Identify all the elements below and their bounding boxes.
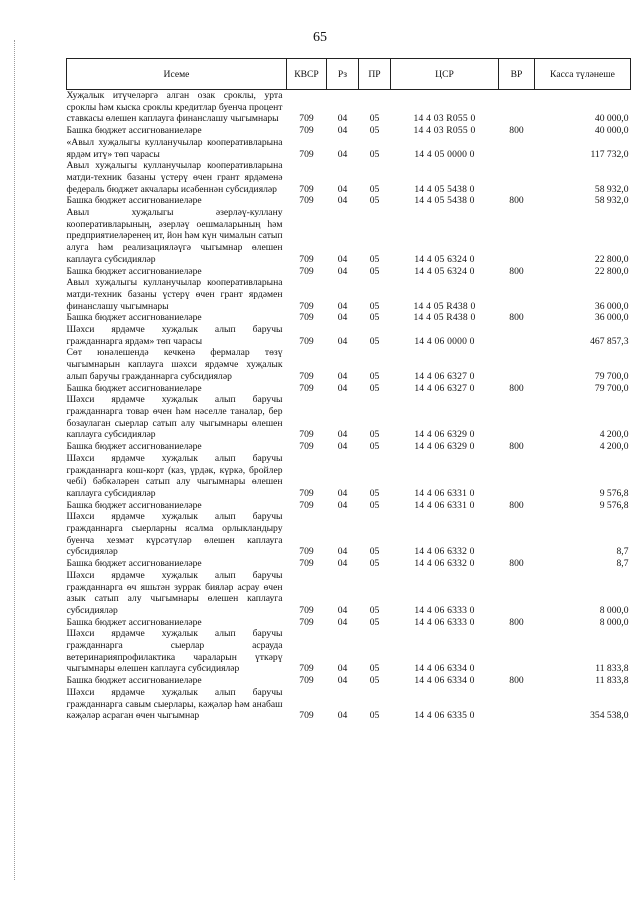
- cell-pr: 05: [369, 148, 380, 160]
- cell-name: Шәхси ярдәмче хуҗалык алып баручы гражданнарга сыерларны ясалма орлыкландыру буенча хезмәт күрсәтүләр өлешен каплауга субсидияләр: [66, 511, 283, 558]
- cell-kassa: 79 700,0: [594, 370, 629, 382]
- cell-rz: 04: [337, 113, 348, 125]
- cell-pr: 05: [369, 300, 380, 312]
- cell-vr: 800: [509, 675, 524, 687]
- cell-rz: 04: [337, 125, 348, 137]
- cell-kassa: 79 700,0: [594, 382, 629, 394]
- cell-rz: 04: [337, 604, 348, 616]
- cell-kvsr: 709: [299, 546, 314, 558]
- table-row: [67, 312, 631, 324]
- cell-kvsr: 709: [299, 335, 314, 347]
- cell-rz: 04: [337, 616, 348, 628]
- cell-csr: 14 4 06 6333 0: [414, 604, 475, 616]
- table-row: [67, 687, 631, 722]
- cell-kvsr: 709: [299, 499, 314, 511]
- cell-csr: 14 4 06 6327 0: [414, 370, 475, 382]
- cell-name: Сөт юнәлешендә кечкенә фермалар төзү чыгымнарын каплауга шәхси ярдәмче хуҗалык алып баручы гражданнарга субсидияләр: [66, 347, 283, 382]
- cell-vr: [499, 137, 535, 160]
- cell-csr: 14 4 06 6334 0: [414, 663, 475, 675]
- cell-kassa: 8 000,0: [599, 604, 629, 616]
- header-kvsr: КВСР: [287, 59, 327, 90]
- cell-kassa: 36 000,0: [594, 312, 629, 324]
- cell-rz: 04: [337, 499, 348, 511]
- cell-kvsr: 709: [299, 125, 314, 137]
- cell-kvsr: 709: [299, 265, 314, 277]
- table-row: [67, 207, 631, 266]
- table-row: [67, 628, 631, 675]
- cell-kvsr: 709: [299, 113, 314, 125]
- cell-kvsr: 709: [299, 429, 314, 441]
- cell-pr: 05: [369, 487, 380, 499]
- cell-pr: 05: [369, 265, 380, 277]
- cell-csr: 14 4 05 0000 0: [414, 148, 475, 160]
- cell-kassa: 117 732,0: [590, 148, 629, 160]
- cell-kvsr: 709: [299, 300, 314, 312]
- cell-kvsr: 709: [299, 253, 314, 265]
- cell-csr: 14 4 06 6327 0: [414, 382, 475, 394]
- cell-kassa: 8 000,0: [599, 616, 629, 628]
- cell-rz: 04: [337, 265, 348, 277]
- cell-vr: 800: [509, 195, 524, 207]
- cell-kvsr: 709: [299, 604, 314, 616]
- cell-kvsr: 709: [299, 312, 314, 324]
- cell-csr: 14 4 05 R438 0: [413, 312, 476, 324]
- cell-vr: [499, 160, 535, 195]
- cell-name: Башка бюджет ассигнованиеләре: [66, 195, 202, 207]
- cell-pr: 05: [369, 710, 380, 722]
- cell-csr: 14 4 06 6332 0: [414, 546, 475, 558]
- table-row: [67, 383, 631, 395]
- header-pr: ПР: [359, 59, 391, 90]
- cell-kvsr: 709: [299, 675, 314, 687]
- cell-vr: 800: [509, 558, 524, 570]
- cell-csr: 14 4 06 6333 0: [414, 616, 475, 628]
- cell-kvsr: 709: [299, 487, 314, 499]
- cell-csr: 14 4 05 6324 0: [414, 265, 475, 277]
- cell-vr: [499, 90, 535, 126]
- cell-pr: 05: [369, 499, 380, 511]
- table-row: [67, 347, 631, 382]
- table-row: [67, 617, 631, 629]
- cell-name: Шәхси ярдәмче хуҗалык алып баручы гражданнарга кош-корт (каз, үрдәк, күркә, бройлер чебі) бәбкәләрен сатып алу чыгымнары өлешен каплауга субсидияләр: [66, 452, 283, 499]
- cell-kvsr: 709: [299, 195, 314, 207]
- cell-rz: 04: [337, 148, 348, 160]
- cell-csr: 14 4 06 6331 0: [414, 487, 475, 499]
- cell-csr: 14 4 03 R055 0: [413, 113, 476, 125]
- cell-kassa: 9 576,8: [599, 487, 629, 499]
- cell-rz: 04: [337, 195, 348, 207]
- table-row: [67, 137, 631, 160]
- cell-kassa: 40 000,0: [594, 113, 629, 125]
- cell-pr: 05: [369, 335, 380, 347]
- table-row: [67, 394, 631, 441]
- cell-vr: 800: [509, 265, 524, 277]
- cell-kvsr: 709: [299, 663, 314, 675]
- cell-kassa: 8,7: [616, 558, 629, 570]
- cell-vr: [499, 277, 535, 312]
- cell-kassa: 467 857,3: [590, 335, 629, 347]
- cell-pr: 05: [369, 253, 380, 265]
- cell-rz: 04: [337, 370, 348, 382]
- cell-kvsr: 709: [299, 710, 314, 722]
- cell-rz: 04: [337, 300, 348, 312]
- table-row: [67, 266, 631, 278]
- cell-pr: 05: [369, 604, 380, 616]
- cell-name: Авыл хуҗалыгы әзерләү-куллану кооперативларының, әзерләү оешмаларының һәм предприятиеләренең ит, йон һәм күн чималын сатып алуга һәм реализацияләүгә чыгымнар өлешен каплауга субсидияләр: [66, 207, 283, 265]
- table-body: [67, 90, 631, 722]
- cell-rz: 04: [337, 429, 348, 441]
- cell-name: Шәхси ярдәмче хуҗалык алып баручы гражданнарга савым сыерлары, кәҗәләр һәм анабаш кәҗәләр асраган өчен чыгымнар: [66, 686, 283, 722]
- cell-name: Башка бюджет ассигнованиеләре: [66, 382, 202, 394]
- cell-name: Башка бюджет ассигнованиеләре: [66, 312, 202, 324]
- cell-vr: 800: [509, 499, 524, 511]
- cell-name: Авыл хуҗалыгы кулланучылар кооперативларына матди-техник базаны үстерү өчен грант ярдәменә федераль бюджет акчалары исәбеннән субсидияләр: [66, 160, 283, 195]
- cell-rz: 04: [337, 335, 348, 347]
- cell-csr: 14 4 05 R438 0: [413, 300, 476, 312]
- cell-csr: 14 4 06 6335 0: [414, 710, 475, 722]
- cell-name: Авыл хуҗалыгы кулланучылар кооперативларына матди-техник базаны үстерү өчен грант ярдәмен финанслашу чыгымнары: [66, 277, 283, 312]
- header-name: Исеме: [67, 59, 287, 90]
- cell-vr: 800: [509, 441, 524, 453]
- cell-vr: 800: [509, 382, 524, 394]
- cell-rz: 04: [337, 710, 348, 722]
- table-row: [67, 453, 631, 500]
- cell-name: Шәхси ярдәмче хуҗалык алып баручы гражданнарга өч яшьтән зуррак бияләр асрау өчен азык сатып алу чыгымнары өлешен каплауга субсидияләр: [66, 569, 283, 616]
- cell-name: Башка бюджет ассигнованиеләре: [66, 558, 202, 570]
- cell-kvsr: 709: [299, 370, 314, 382]
- cell-vr: [499, 453, 535, 500]
- cell-kassa: 11 833,8: [595, 675, 629, 687]
- cell-csr: 14 4 03 R055 0: [413, 125, 476, 137]
- header-rz: Рз: [327, 59, 359, 90]
- cell-pr: 05: [369, 195, 380, 207]
- cell-rz: 04: [337, 441, 348, 453]
- cell-kvsr: 709: [299, 148, 314, 160]
- cell-kvsr: 709: [299, 183, 314, 195]
- budget-table: [66, 58, 631, 722]
- binding-margin-dots: [14, 40, 16, 880]
- cell-vr: [499, 207, 535, 266]
- table-row: [67, 511, 631, 558]
- cell-rz: 04: [337, 253, 348, 265]
- cell-pr: 05: [369, 441, 380, 453]
- cell-name: Башка бюджет ассигнованиеләре: [66, 675, 202, 687]
- table-row: [67, 675, 631, 687]
- cell-rz: 04: [337, 546, 348, 558]
- table-row: [67, 277, 631, 312]
- cell-rz: 04: [337, 183, 348, 195]
- cell-pr: 05: [369, 663, 380, 675]
- cell-pr: 05: [369, 183, 380, 195]
- cell-kvsr: 709: [299, 382, 314, 394]
- cell-rz: 04: [337, 312, 348, 324]
- cell-csr: 14 4 06 0000 0: [414, 335, 475, 347]
- header-kassa: Касса түләнеше: [535, 59, 631, 90]
- table-header-row: [67, 59, 631, 90]
- cell-vr: 800: [509, 125, 524, 137]
- cell-vr: [499, 324, 535, 347]
- table-row: [67, 324, 631, 347]
- cell-pr: 05: [369, 125, 380, 137]
- cell-name: Башка бюджет ассигнованиеләре: [66, 125, 202, 137]
- header-vr: ВР: [499, 59, 535, 90]
- cell-vr: [499, 628, 535, 675]
- cell-csr: 14 4 06 6331 0: [414, 499, 475, 511]
- table-row: [67, 125, 631, 137]
- cell-kassa: 4 200,0: [599, 441, 629, 453]
- table-row: [67, 570, 631, 617]
- cell-rz: 04: [337, 558, 348, 570]
- cell-rz: 04: [337, 675, 348, 687]
- cell-vr: [499, 511, 535, 558]
- cell-csr: 14 4 06 6329 0: [414, 429, 475, 441]
- cell-name: Башка бюджет ассигнованиеләре: [66, 265, 202, 277]
- cell-kassa: 58 932,0: [594, 183, 629, 195]
- cell-pr: 05: [369, 558, 380, 570]
- table-row: [67, 500, 631, 512]
- cell-name: Башка бюджет ассигнованиеләре: [66, 499, 202, 511]
- cell-csr: 14 4 05 6324 0: [414, 253, 475, 265]
- cell-pr: 05: [369, 675, 380, 687]
- cell-name: Хуҗалык итүчеләргә алган озак сроклы, урта сроклы һәм кыска сроклы кредитлар буенча процент ставкасы өлешен каплауга финанслашу чыгымнары: [66, 90, 283, 125]
- cell-kassa: 40 000,0: [594, 125, 629, 137]
- table-row: [67, 160, 631, 195]
- cell-vr: [499, 687, 535, 722]
- cell-csr: 14 4 06 6334 0: [414, 675, 475, 687]
- cell-vr: 800: [509, 616, 524, 628]
- table-row: [67, 90, 631, 126]
- cell-kassa: 11 833,8: [595, 663, 629, 675]
- cell-csr: 14 4 06 6329 0: [414, 441, 475, 453]
- cell-name: «Авыл хуҗалыгы кулланучылар кооперативларына ярдәм итү» төп чарасы: [66, 136, 283, 160]
- cell-csr: 14 4 05 5438 0: [414, 195, 475, 207]
- cell-kassa: 8,7: [616, 546, 629, 558]
- cell-kassa: 4 200,0: [599, 429, 629, 441]
- cell-rz: 04: [337, 663, 348, 675]
- cell-kassa: 22 800,0: [594, 253, 629, 265]
- cell-pr: 05: [369, 370, 380, 382]
- cell-rz: 04: [337, 487, 348, 499]
- cell-name: Шәхси ярдәмче хуҗалык алып баручы гражданнарга сыерлар асрауда ветеринарияпрофилактика чараларын үткәрү чыгымнары өлешен каплауга субсидияләр: [66, 628, 283, 675]
- table-row: [67, 558, 631, 570]
- cell-pr: 05: [369, 429, 380, 441]
- cell-pr: 05: [369, 113, 380, 125]
- cell-kassa: 9 576,8: [599, 499, 629, 511]
- cell-vr: [499, 570, 535, 617]
- header-csr: ЦСР: [391, 59, 499, 90]
- cell-csr: 14 4 05 5438 0: [414, 183, 475, 195]
- cell-name: Шәхси ярдәмче хуҗалык алып баручы гражданнарга ярдәм» төп чарасы: [66, 324, 283, 347]
- cell-name: Шәхси ярдәмче хуҗалык алып баручы гражданнарга товар өчен һәм нәселле таналар, бер бозаулаган сыерлар сатып алу чыгымнары өлешен каплауга субсидияләр: [66, 394, 283, 441]
- cell-rz: 04: [337, 382, 348, 394]
- cell-pr: 05: [369, 382, 380, 394]
- cell-kvsr: 709: [299, 616, 314, 628]
- cell-vr: [499, 347, 535, 382]
- cell-pr: 05: [369, 616, 380, 628]
- cell-name: Башка бюджет ассигнованиеләре: [66, 441, 202, 453]
- cell-kassa: 354 538,0: [590, 710, 629, 722]
- table-row: [67, 195, 631, 207]
- cell-pr: 05: [369, 312, 380, 324]
- cell-kvsr: 709: [299, 558, 314, 570]
- cell-vr: [499, 394, 535, 441]
- cell-pr: 05: [369, 546, 380, 558]
- cell-vr: 800: [509, 312, 524, 324]
- cell-kvsr: 709: [299, 441, 314, 453]
- cell-kassa: 36 000,0: [594, 300, 629, 312]
- cell-csr: 14 4 06 6332 0: [414, 558, 475, 570]
- page-number: 65: [313, 30, 327, 45]
- cell-kassa: 22 800,0: [594, 265, 629, 277]
- cell-kassa: 58 932,0: [594, 195, 629, 207]
- table-row: [67, 441, 631, 453]
- cell-name: Башка бюджет ассигнованиеләре: [66, 616, 202, 628]
